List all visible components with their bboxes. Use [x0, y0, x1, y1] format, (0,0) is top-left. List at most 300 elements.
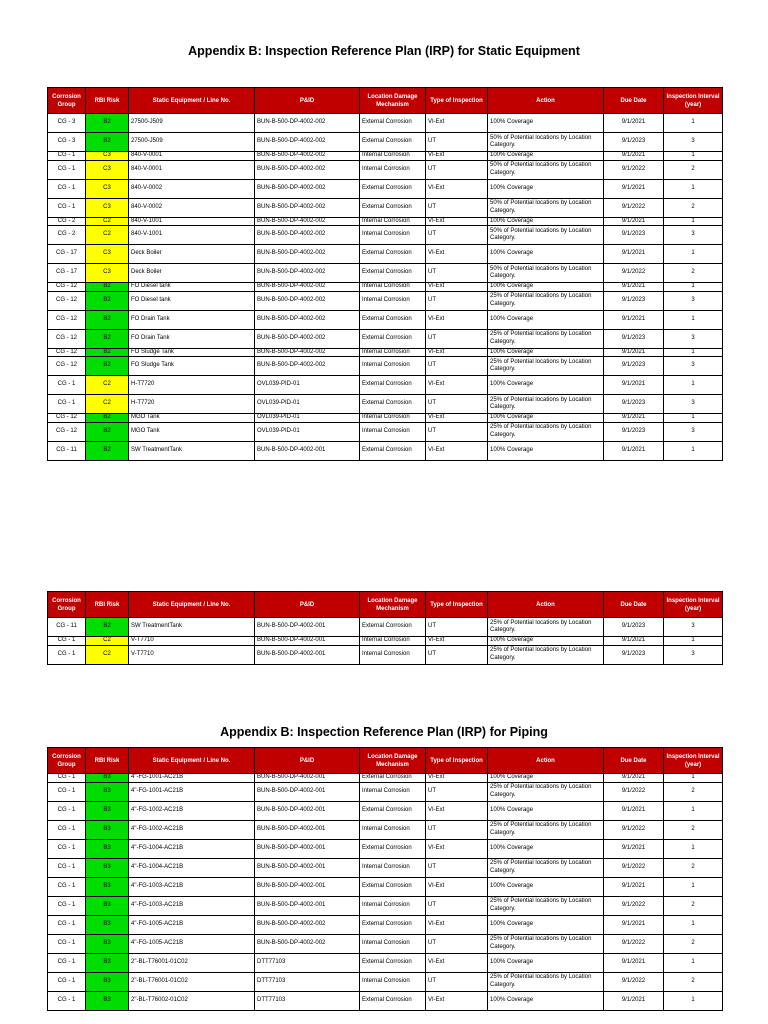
cell-inspection-interval: 1: [664, 774, 723, 783]
cell-damage-mechanism: External Corrosion: [360, 991, 426, 1010]
cell-corrosion-group: CG - 1: [48, 376, 86, 395]
cell-action: 100% Coverage: [488, 348, 604, 357]
cell-pid: BUN-B-500-DP-4002-002: [255, 291, 360, 310]
cell-corrosion-group: CG - 1: [48, 839, 86, 858]
cell-rbi-risk: B2: [86, 291, 129, 310]
cell-pid: BUN-B-500-DP-4002-001: [255, 896, 360, 915]
cell-corrosion-group: CG - 1: [48, 820, 86, 839]
table-header-row: [48, 88, 723, 114]
cell-action: 100% Coverage: [488, 310, 604, 329]
cell-equipment: FO Drain Tank: [129, 329, 255, 348]
irp-table-static-equipment-continued: [47, 591, 723, 665]
table-row: [48, 357, 723, 376]
cell-corrosion-group: CG - 1: [48, 782, 86, 801]
cell-damage-mechanism: Internal Corrosion: [360, 820, 426, 839]
cell-damage-mechanism: Internal Corrosion: [360, 896, 426, 915]
cell-corrosion-group: CG - 2: [48, 217, 86, 226]
cell-pid: BUN-B-500-DP-4002-001: [255, 637, 360, 646]
cell-action: 100% Coverage: [488, 637, 604, 646]
cell-inspection-type: VI-Ext: [426, 179, 488, 198]
cell-inspection-interval: 1: [664, 915, 723, 934]
cell-pid: BUN-B-500-DP-4002-001: [255, 441, 360, 460]
cell-inspection-interval: 2: [664, 972, 723, 991]
cell-rbi-risk: C3: [86, 245, 129, 264]
cell-damage-mechanism: Internal Corrosion: [360, 645, 426, 664]
cell-inspection-type: VI-Ext: [426, 839, 488, 858]
table-row: [48, 991, 723, 1010]
column-header-due-date: Due Date: [604, 592, 664, 618]
cell-pid: BUN-B-500-DP-4002-001: [255, 618, 360, 637]
column-header-damage-mechanism: Location Damage Mechanism: [360, 88, 426, 114]
cell-corrosion-group: CG - 3: [48, 114, 86, 133]
table-row: [48, 245, 723, 264]
cell-corrosion-group: CG - 12: [48, 414, 86, 423]
cell-inspection-type: UT: [426, 264, 488, 283]
column-header-pid: P&ID: [255, 748, 360, 774]
cell-damage-mechanism: Internal Corrosion: [360, 422, 426, 441]
column-header-due-date: Due Date: [604, 88, 664, 114]
cell-equipment: 4"-FG-1002-AC21B: [129, 820, 255, 839]
cell-inspection-type: UT: [426, 820, 488, 839]
cell-rbi-risk: B3: [86, 934, 129, 953]
cell-corrosion-group: CG - 1: [48, 972, 86, 991]
table-row: [48, 198, 723, 217]
column-header-corrosion-group: Corrosion Group: [48, 748, 86, 774]
cell-action: 25% of Potential locations by Location Category.: [488, 934, 604, 953]
cell-inspection-type: UT: [426, 422, 488, 441]
cell-corrosion-group: CG - 1: [48, 953, 86, 972]
cell-inspection-type: VI-Ext: [426, 414, 488, 423]
cell-inspection-interval: 1: [664, 310, 723, 329]
cell-pid: BUN-B-500-DP-4002-002: [255, 264, 360, 283]
column-header-corrosion-group: Corrosion Group: [48, 592, 86, 618]
cell-corrosion-group: CG - 1: [48, 645, 86, 664]
cell-equipment: MGO Tank: [129, 422, 255, 441]
cell-inspection-type: VI-Ext: [426, 953, 488, 972]
cell-inspection-type: UT: [426, 782, 488, 801]
cell-inspection-interval: 3: [664, 329, 723, 348]
cell-equipment: 4"-FG-1004-AC21B: [129, 839, 255, 858]
cell-damage-mechanism: External Corrosion: [360, 877, 426, 896]
cell-inspection-type: VI-Ext: [426, 152, 488, 161]
cell-action: 100% Coverage: [488, 441, 604, 460]
cell-damage-mechanism: External Corrosion: [360, 310, 426, 329]
table-header-row: [48, 748, 723, 774]
cell-due-date: 9/1/2023: [604, 329, 664, 348]
cell-damage-mechanism: Internal Corrosion: [360, 357, 426, 376]
cell-inspection-interval: 2: [664, 858, 723, 877]
cell-rbi-risk: B2: [86, 357, 129, 376]
cell-inspection-interval: 2: [664, 198, 723, 217]
cell-due-date: 9/1/2021: [604, 310, 664, 329]
cell-inspection-interval: 1: [664, 283, 723, 292]
table-row: [48, 877, 723, 896]
cell-inspection-interval: 1: [664, 152, 723, 161]
cell-action: 25% of Potential locations by Location Category.: [488, 858, 604, 877]
cell-damage-mechanism: External Corrosion: [360, 618, 426, 637]
table-row: [48, 637, 723, 646]
cell-equipment: 4"-FG-1003-AC21B: [129, 877, 255, 896]
cell-inspection-interval: 3: [664, 226, 723, 245]
cell-equipment: 27500-J509: [129, 114, 255, 133]
cell-inspection-type: VI-Ext: [426, 245, 488, 264]
cell-inspection-type: VI-Ext: [426, 801, 488, 820]
cell-corrosion-group: CG - 3: [48, 133, 86, 152]
column-header-damage-mechanism: Location Damage Mechanism: [360, 592, 426, 618]
cell-corrosion-group: CG - 1: [48, 160, 86, 179]
cell-damage-mechanism: External Corrosion: [360, 839, 426, 858]
cell-inspection-type: UT: [426, 291, 488, 310]
cell-corrosion-group: CG - 12: [48, 422, 86, 441]
cell-action: 100% Coverage: [488, 179, 604, 198]
cell-corrosion-group: CG - 1: [48, 198, 86, 217]
cell-inspection-interval: 2: [664, 264, 723, 283]
cell-equipment: 840-V-0001: [129, 152, 255, 161]
cell-inspection-interval: 2: [664, 820, 723, 839]
cell-pid: BUN-B-500-DP-4002-002: [255, 283, 360, 292]
cell-rbi-risk: B2: [86, 133, 129, 152]
cell-inspection-type: VI-Ext: [426, 114, 488, 133]
cell-corrosion-group: CG - 1: [48, 395, 86, 414]
cell-equipment: 840-V-0001: [129, 160, 255, 179]
cell-damage-mechanism: Internal Corrosion: [360, 226, 426, 245]
cell-corrosion-group: CG - 1: [48, 934, 86, 953]
column-header-inspection-type: Type of Inspection: [426, 748, 488, 774]
cell-due-date: 9/1/2023: [604, 618, 664, 637]
cell-inspection-interval: 1: [664, 348, 723, 357]
cell-due-date: 9/1/2021: [604, 283, 664, 292]
cell-equipment: 840-V-0002: [129, 198, 255, 217]
section-title-static-equipment: Appendix B: Inspection Reference Plan (IRP) for Static Equipment: [188, 44, 580, 58]
cell-due-date: 9/1/2023: [604, 422, 664, 441]
cell-equipment: FO Drain Tank: [129, 310, 255, 329]
cell-corrosion-group: CG - 17: [48, 245, 86, 264]
cell-rbi-risk: C3: [86, 179, 129, 198]
cell-inspection-interval: 1: [664, 637, 723, 646]
cell-corrosion-group: CG - 11: [48, 441, 86, 460]
column-header-inspection-interval: Inspection Interval (year): [664, 592, 723, 618]
cell-corrosion-group: CG - 1: [48, 858, 86, 877]
cell-inspection-type: UT: [426, 226, 488, 245]
cell-rbi-risk: C2: [86, 395, 129, 414]
cell-equipment: 840-V-1001: [129, 226, 255, 245]
cell-inspection-type: VI-Ext: [426, 915, 488, 934]
cell-inspection-type: UT: [426, 357, 488, 376]
cell-due-date: 9/1/2022: [604, 896, 664, 915]
cell-due-date: 9/1/2021: [604, 839, 664, 858]
cell-due-date: 9/1/2021: [604, 376, 664, 395]
cell-inspection-type: VI-Ext: [426, 348, 488, 357]
cell-equipment: 2"-BL-T76001-01C02: [129, 972, 255, 991]
table-row: [48, 114, 723, 133]
cell-pid: BUN-B-500-DP-4002-001: [255, 820, 360, 839]
cell-pid: OVL039-PID-01: [255, 422, 360, 441]
cell-due-date: 9/1/2023: [604, 226, 664, 245]
cell-pid: BUN-B-500-DP-4002-001: [255, 858, 360, 877]
cell-action: 100% Coverage: [488, 991, 604, 1010]
cell-inspection-interval: 1: [664, 839, 723, 858]
cell-due-date: 9/1/2023: [604, 133, 664, 152]
cell-pid: BUN-B-500-DP-4002-002: [255, 915, 360, 934]
cell-due-date: 9/1/2022: [604, 972, 664, 991]
cell-equipment: Deck Boiler: [129, 264, 255, 283]
cell-rbi-risk: B2: [86, 618, 129, 637]
table-row: [48, 782, 723, 801]
table-row: [48, 858, 723, 877]
cell-action: 100% Coverage: [488, 953, 604, 972]
column-header-equipment: Static Equipment / Line No.: [129, 88, 255, 114]
cell-inspection-interval: 1: [664, 245, 723, 264]
cell-damage-mechanism: External Corrosion: [360, 133, 426, 152]
cell-damage-mechanism: External Corrosion: [360, 801, 426, 820]
cell-inspection-type: VI-Ext: [426, 991, 488, 1010]
cell-due-date: 9/1/2021: [604, 245, 664, 264]
cell-equipment: 4"-FG-1001-AC21B: [129, 774, 255, 783]
cell-equipment: H-T7720: [129, 376, 255, 395]
cell-inspection-interval: 3: [664, 395, 723, 414]
cell-equipment: 27500-J509: [129, 133, 255, 152]
cell-due-date: 9/1/2021: [604, 877, 664, 896]
cell-damage-mechanism: External Corrosion: [360, 774, 426, 783]
cell-inspection-type: VI-Ext: [426, 310, 488, 329]
table-row: [48, 160, 723, 179]
cell-corrosion-group: CG - 1: [48, 152, 86, 161]
cell-corrosion-group: CG - 12: [48, 329, 86, 348]
cell-pid: OVL039-PID-01: [255, 376, 360, 395]
cell-inspection-type: UT: [426, 858, 488, 877]
cell-action: 25% of Potential locations by Location Category.: [488, 395, 604, 414]
cell-action: 100% Coverage: [488, 774, 604, 783]
cell-equipment: MGO Tank: [129, 414, 255, 423]
column-header-pid: P&ID: [255, 88, 360, 114]
cell-equipment: 840-V-1001: [129, 217, 255, 226]
cell-inspection-interval: 1: [664, 877, 723, 896]
cell-inspection-type: VI-Ext: [426, 637, 488, 646]
cell-action: 100% Coverage: [488, 414, 604, 423]
irp-table-piping: [47, 747, 723, 1011]
table-row: [48, 972, 723, 991]
cell-action: 50% of Potential locations by Location Category.: [488, 160, 604, 179]
cell-damage-mechanism: Internal Corrosion: [360, 291, 426, 310]
cell-rbi-risk: B3: [86, 972, 129, 991]
table-row: [48, 953, 723, 972]
cell-rbi-risk: B3: [86, 801, 129, 820]
cell-pid: BUN-B-500-DP-4002-002: [255, 329, 360, 348]
cell-due-date: 9/1/2022: [604, 782, 664, 801]
cell-action: 100% Coverage: [488, 801, 604, 820]
cell-damage-mechanism: Internal Corrosion: [360, 283, 426, 292]
cell-inspection-interval: 3: [664, 291, 723, 310]
cell-pid: DTT77103: [255, 991, 360, 1010]
cell-action: 25% of Potential locations by Location Category.: [488, 820, 604, 839]
cell-rbi-risk: C3: [86, 198, 129, 217]
cell-rbi-risk: B3: [86, 774, 129, 783]
table-row: [48, 896, 723, 915]
cell-inspection-interval: 2: [664, 782, 723, 801]
cell-corrosion-group: CG - 1: [48, 179, 86, 198]
cell-inspection-interval: 2: [664, 896, 723, 915]
cell-corrosion-group: CG - 12: [48, 348, 86, 357]
cell-inspection-type: UT: [426, 896, 488, 915]
cell-pid: OVL039-PID-01: [255, 395, 360, 414]
cell-corrosion-group: CG - 12: [48, 357, 86, 376]
column-header-damage-mechanism: Location Damage Mechanism: [360, 748, 426, 774]
table-row: [48, 915, 723, 934]
cell-rbi-risk: B2: [86, 283, 129, 292]
cell-inspection-interval: 1: [664, 991, 723, 1010]
cell-rbi-risk: C2: [86, 637, 129, 646]
table-row: [48, 645, 723, 664]
cell-equipment: H-T7720: [129, 395, 255, 414]
cell-damage-mechanism: External Corrosion: [360, 395, 426, 414]
cell-equipment: 4"-FG-1002-AC21B: [129, 801, 255, 820]
cell-damage-mechanism: External Corrosion: [360, 264, 426, 283]
cell-due-date: 9/1/2021: [604, 414, 664, 423]
table-row: [48, 422, 723, 441]
cell-inspection-type: VI-Ext: [426, 217, 488, 226]
cell-due-date: 9/1/2021: [604, 348, 664, 357]
cell-inspection-interval: 3: [664, 133, 723, 152]
cell-inspection-interval: 1: [664, 114, 723, 133]
cell-due-date: 9/1/2021: [604, 774, 664, 783]
cell-damage-mechanism: Internal Corrosion: [360, 858, 426, 877]
cell-inspection-type: VI-Ext: [426, 376, 488, 395]
cell-action: 25% of Potential locations by Location Category.: [488, 618, 604, 637]
cell-corrosion-group: CG - 1: [48, 991, 86, 1010]
cell-action: 25% of Potential locations by Location Category.: [488, 896, 604, 915]
cell-equipment: FO Sludge Tank: [129, 357, 255, 376]
cell-equipment: 4"-FG-1001-AC21B: [129, 782, 255, 801]
cell-inspection-interval: 1: [664, 953, 723, 972]
cell-due-date: 9/1/2022: [604, 858, 664, 877]
cell-damage-mechanism: External Corrosion: [360, 179, 426, 198]
cell-pid: BUN-B-500-DP-4002-002: [255, 133, 360, 152]
cell-equipment: 2"-BL-T76001-01C02: [129, 953, 255, 972]
cell-inspection-interval: 1: [664, 217, 723, 226]
cell-damage-mechanism: Internal Corrosion: [360, 160, 426, 179]
cell-action: 25% of Potential locations by Location Category.: [488, 782, 604, 801]
cell-due-date: 9/1/2021: [604, 637, 664, 646]
cell-action: 50% of Potential locations by Location Category.: [488, 226, 604, 245]
cell-due-date: 9/1/2021: [604, 801, 664, 820]
cell-action: 25% of Potential locations by Location Category.: [488, 291, 604, 310]
cell-due-date: 9/1/2021: [604, 152, 664, 161]
cell-action: 100% Coverage: [488, 283, 604, 292]
cell-action: 50% of Potential locations by Location Category.: [488, 133, 604, 152]
column-header-rbi-risk: RBI Risk: [86, 88, 129, 114]
cell-due-date: 9/1/2021: [604, 114, 664, 133]
cell-due-date: 9/1/2021: [604, 217, 664, 226]
cell-equipment: 4"-FG-1003-AC21B: [129, 896, 255, 915]
section-title-piping: Appendix B: Inspection Reference Plan (IRP) for Piping: [220, 725, 548, 739]
column-header-rbi-risk: RBI Risk: [86, 748, 129, 774]
cell-corrosion-group: CG - 12: [48, 283, 86, 292]
cell-pid: BUN-B-500-DP-4002-002: [255, 310, 360, 329]
cell-rbi-risk: C2: [86, 645, 129, 664]
table-row: [48, 441, 723, 460]
cell-pid: BUN-B-500-DP-4002-001: [255, 645, 360, 664]
table-row: [48, 179, 723, 198]
column-header-equipment: Static Equipment / Line No.: [129, 592, 255, 618]
cell-rbi-risk: B2: [86, 441, 129, 460]
cell-pid: BUN-B-500-DP-4002-001: [255, 877, 360, 896]
cell-due-date: 9/1/2023: [604, 291, 664, 310]
cell-equipment: 2"-BL-T76002-01C02: [129, 991, 255, 1010]
cell-inspection-interval: 1: [664, 414, 723, 423]
cell-inspection-type: UT: [426, 934, 488, 953]
cell-damage-mechanism: Internal Corrosion: [360, 972, 426, 991]
table-row: [48, 934, 723, 953]
cell-due-date: 9/1/2021: [604, 179, 664, 198]
cell-pid: DTT77103: [255, 972, 360, 991]
cell-inspection-type: UT: [426, 395, 488, 414]
table-row: [48, 348, 723, 357]
cell-rbi-risk: C3: [86, 264, 129, 283]
cell-rbi-risk: C2: [86, 376, 129, 395]
cell-damage-mechanism: External Corrosion: [360, 198, 426, 217]
cell-inspection-interval: 1: [664, 179, 723, 198]
cell-inspection-type: UT: [426, 618, 488, 637]
table-row: [48, 217, 723, 226]
cell-rbi-risk: B3: [86, 877, 129, 896]
cell-equipment: FO Diesel tank: [129, 291, 255, 310]
cell-equipment: FO Sludge Tank: [129, 348, 255, 357]
cell-equipment: V-T7710: [129, 645, 255, 664]
cell-action: 100% Coverage: [488, 376, 604, 395]
column-header-equipment: Static Equipment / Line No.: [129, 748, 255, 774]
cell-inspection-type: UT: [426, 972, 488, 991]
cell-inspection-interval: 3: [664, 618, 723, 637]
cell-equipment: FO Diesel tank: [129, 283, 255, 292]
cell-damage-mechanism: Internal Corrosion: [360, 217, 426, 226]
cell-damage-mechanism: External Corrosion: [360, 441, 426, 460]
cell-inspection-type: UT: [426, 198, 488, 217]
cell-rbi-risk: C2: [86, 217, 129, 226]
table-row: [48, 839, 723, 858]
column-header-rbi-risk: RBI Risk: [86, 592, 129, 618]
cell-pid: BUN-B-500-DP-4002-002: [255, 226, 360, 245]
table-row: [48, 376, 723, 395]
table-row: [48, 133, 723, 152]
cell-action: 100% Coverage: [488, 114, 604, 133]
cell-equipment: Deck Boiler: [129, 245, 255, 264]
cell-damage-mechanism: Internal Corrosion: [360, 152, 426, 161]
cell-inspection-type: VI-Ext: [426, 877, 488, 896]
cell-equipment: 4"-FG-1005-AC21B: [129, 915, 255, 934]
table-row: [48, 820, 723, 839]
cell-pid: BUN-B-500-DP-4002-002: [255, 179, 360, 198]
cell-pid: BUN-B-500-DP-4002-002: [255, 217, 360, 226]
cell-action: 25% of Potential locations by Location Category.: [488, 422, 604, 441]
cell-damage-mechanism: External Corrosion: [360, 915, 426, 934]
cell-due-date: 9/1/2022: [604, 264, 664, 283]
cell-action: 100% Coverage: [488, 839, 604, 858]
cell-due-date: 9/1/2022: [604, 198, 664, 217]
cell-action: 50% of Potential locations by Location Category.: [488, 264, 604, 283]
cell-pid: BUN-B-500-DP-4002-002: [255, 152, 360, 161]
column-header-inspection-type: Type of Inspection: [426, 592, 488, 618]
cell-damage-mechanism: External Corrosion: [360, 376, 426, 395]
cell-damage-mechanism: Internal Corrosion: [360, 637, 426, 646]
cell-pid: BUN-B-500-DP-4002-002: [255, 198, 360, 217]
cell-inspection-interval: 3: [664, 645, 723, 664]
cell-rbi-risk: B3: [86, 782, 129, 801]
cell-pid: BUN-B-500-DP-4002-001: [255, 782, 360, 801]
table-row: [48, 283, 723, 292]
cell-due-date: 9/1/2021: [604, 991, 664, 1010]
cell-action: 100% Coverage: [488, 217, 604, 226]
cell-due-date: 9/1/2022: [604, 934, 664, 953]
